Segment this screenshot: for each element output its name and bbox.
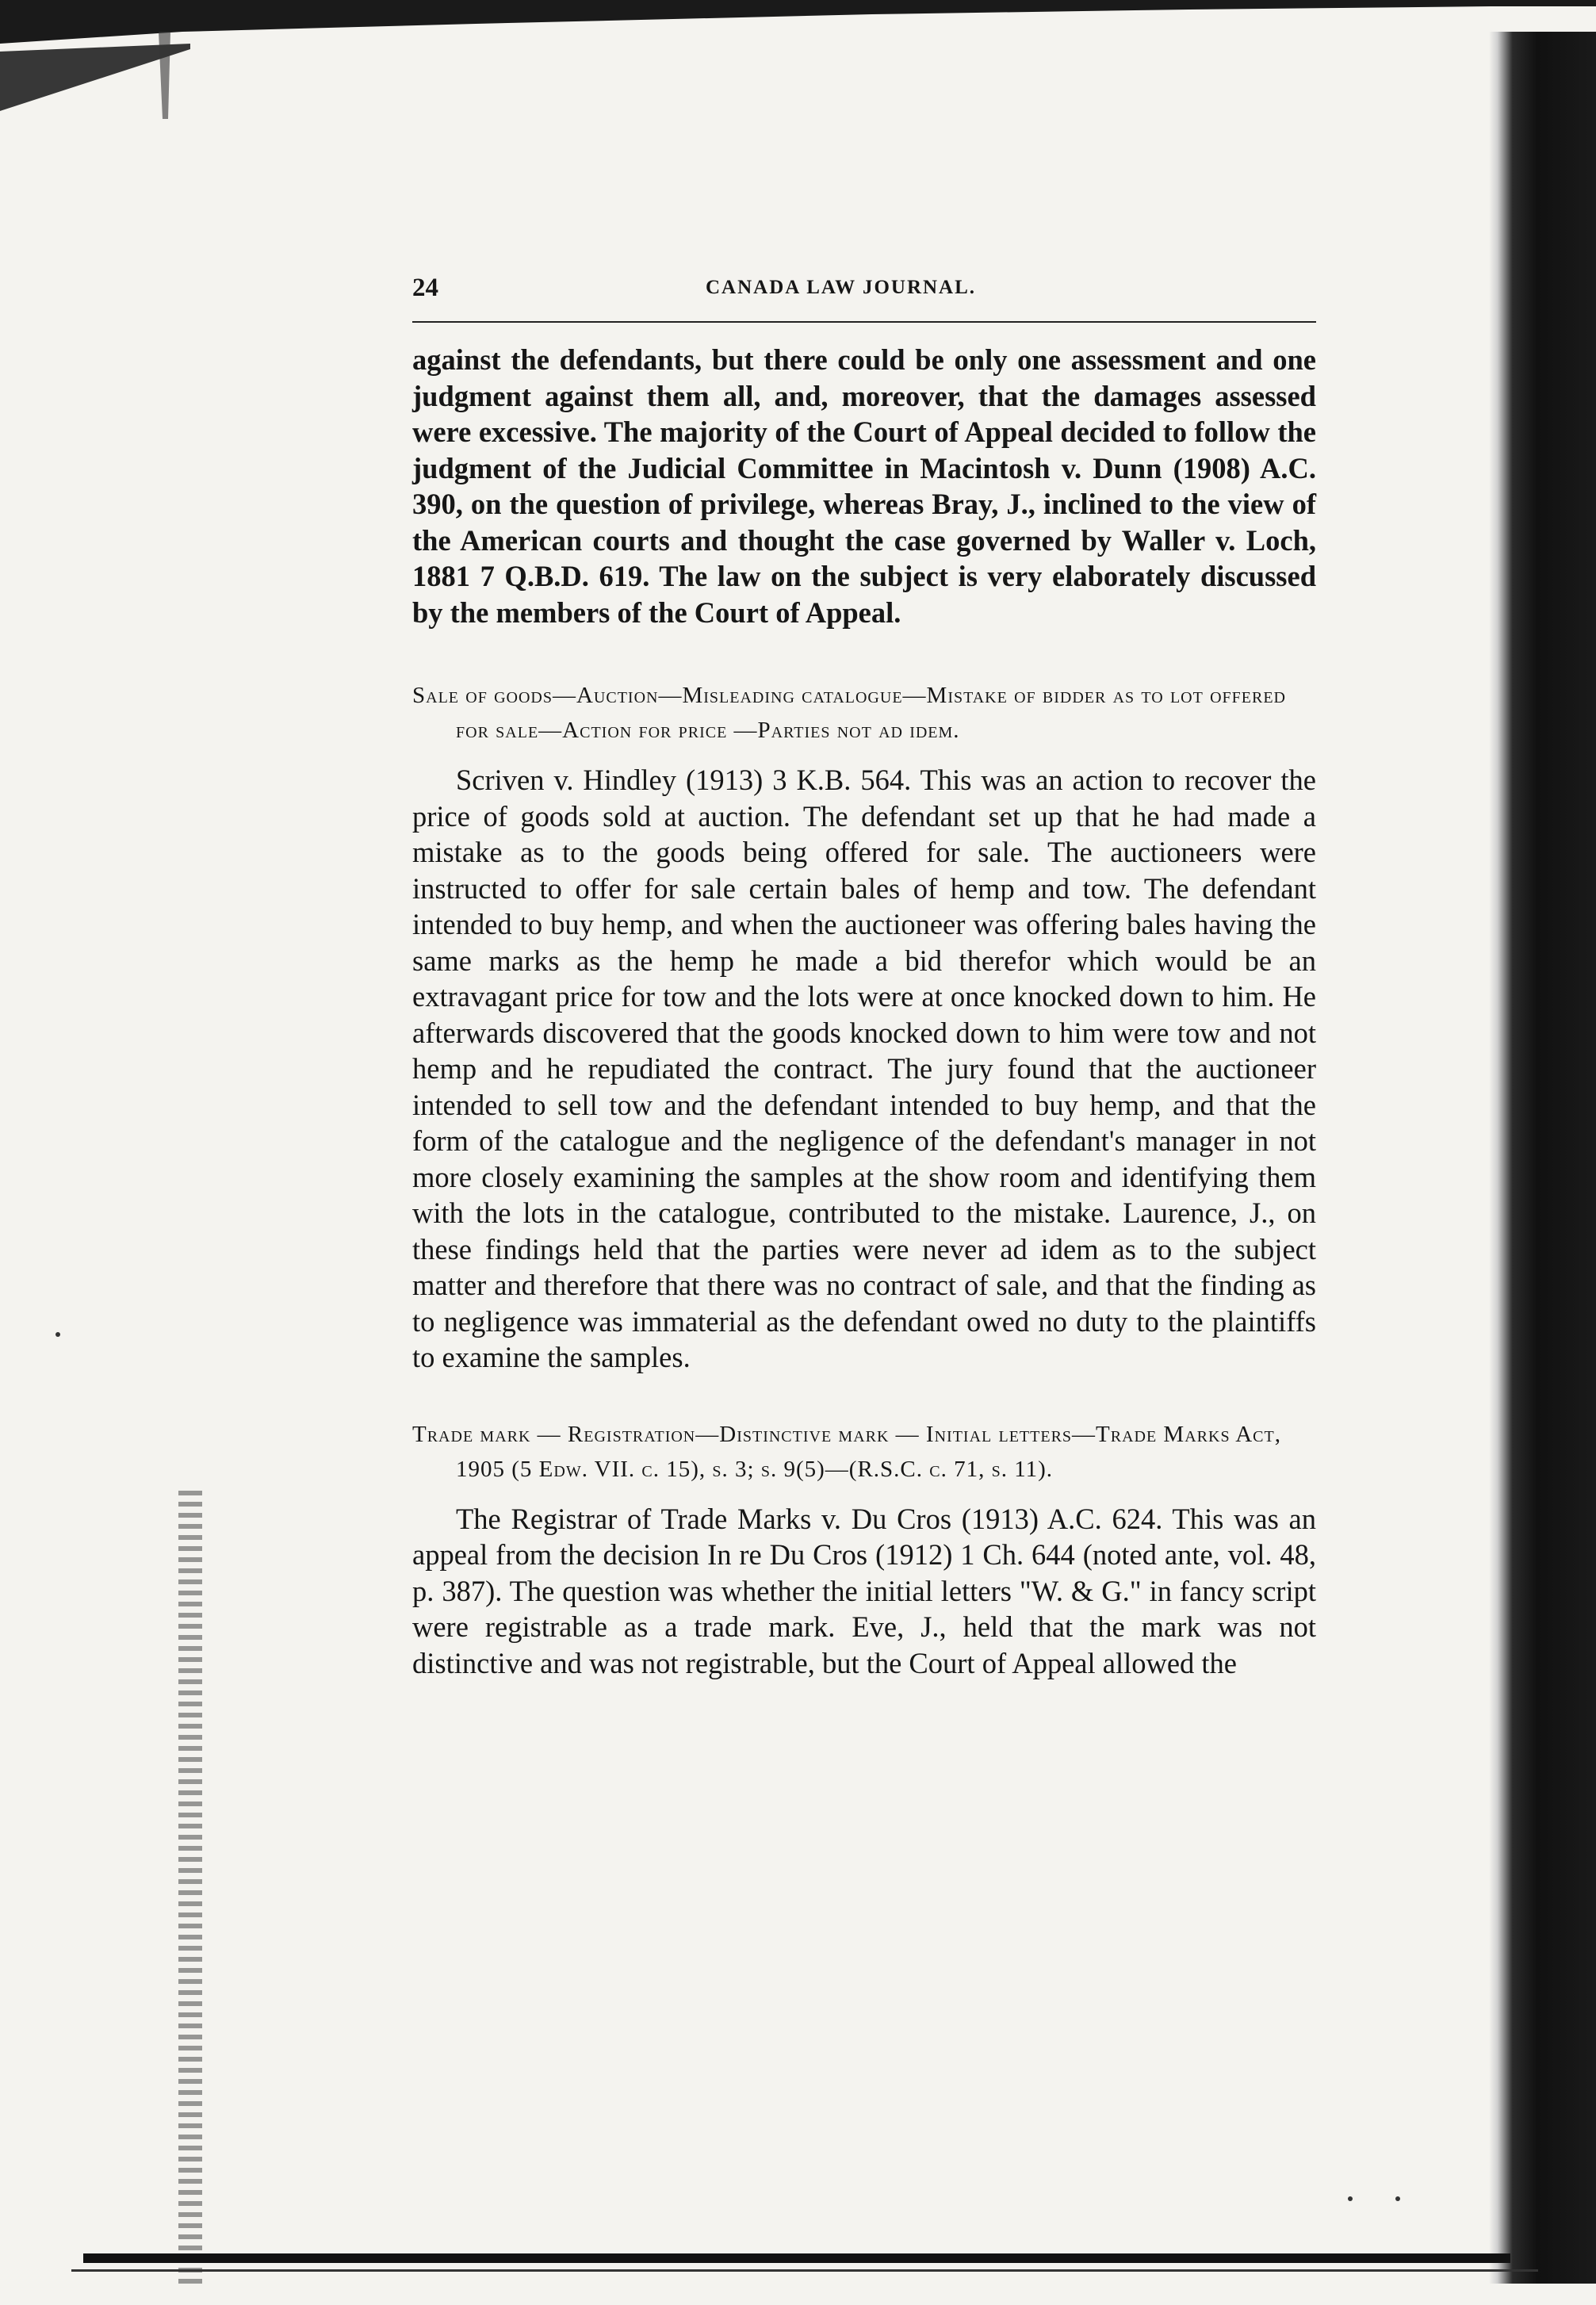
scan-bottom-rule-thin — [71, 2269, 1538, 2272]
case-heading-2-text: Trade mark — Registration—Distinctive mark — Initial letters—Trade Marks Act, 1905 (5 Edw. VII. c. 15), s. 3; s. 9(5)—(R.S.C. c. 71, s. 11). — [412, 1421, 1281, 1482]
speck — [1395, 2196, 1400, 2201]
paragraph-1: against the defendants, but there could be only one assessment and one judgment against them all, and, moreover, that the damages assessed were excessive. The majority of the Court of Appeal decided to follow the judgment of the Judicial Committee in Macintosh v. Dunn (1908) A.C. 390, on the question of privilege, whereas Bray, J., inclined to the view of the American courts and thought the case governed by Waller v. Loch, 1881 7 Q.B.D. 619. The law on the subject is very elaborately discussed by the members of the Court of Appeal. — [412, 343, 1316, 629]
case-heading-1-text: Sale of goods—Auction—Misleading catalogue—Mistake of bidder as to lot offered for sale—Action for price —Parties not ad idem. — [412, 683, 1286, 743]
scan-left-binding-marks — [178, 1491, 202, 2284]
running-head — [412, 274, 1316, 323]
speck — [55, 1332, 60, 1337]
paragraph-3: The Registrar of Trade Marks v. Du Cros (1913) A.C. 624. This was an appeal from the decision In re Du Cros (1912) 1 Ch. 644 (noted ante, vol. 48, p. 387). The question was whether the initial letters "W. & G." in fancy script were registrable as a trade mark. Eve, J., held that the mark was not distinctive and was not registrable, but the Court of Appeal allowed the — [412, 1502, 1316, 1679]
speck — [1348, 2196, 1353, 2201]
case-heading-2 — [412, 1417, 1316, 1487]
page-number: 24 — [412, 274, 438, 302]
journal-title: CANADA LAW JOURNAL. — [706, 277, 977, 298]
scan-bottom-rule — [83, 2253, 1510, 2263]
case-heading-1 — [412, 678, 1316, 748]
scan-top-border — [0, 0, 1596, 119]
scan-right-edge — [1489, 32, 1596, 2284]
paragraph-2: Scriven v. Hindley (1913) 3 K.B. 564. This was an action to recover the price of goods sold at auction. The defendant set up that he had made a mistake as to the goods being offered for sale. The auctioneers were instructed to offer for sale certain bales of hemp and tow. The defendant intended to buy hemp, and when the auctioneer was offering bales having the same marks as the hemp he made a bid therefor which would be an extravagant price for tow and the lots were at once knocked down to him. He afterwards discovered that the goods knocked down to him were tow and not hemp and he repudiated the contract. The jury found that the auctioneer intended to sell tow and the defendant intended to buy hemp, and that the form of the catalogue and the negligence of the defendant's manager in not more closely examining the samples at the show room and identifying them with the lots in the catalogue, contributed to the mistake. Laurence, J., on these findings held that the parties were never ad idem as to the subject matter and therefore that there was no contract of sale, and that the finding as to negligence was immaterial as the defendant owed no duty to the plaintiffs to examine the samples. — [412, 764, 1316, 1373]
book-page — [412, 274, 1316, 1681]
